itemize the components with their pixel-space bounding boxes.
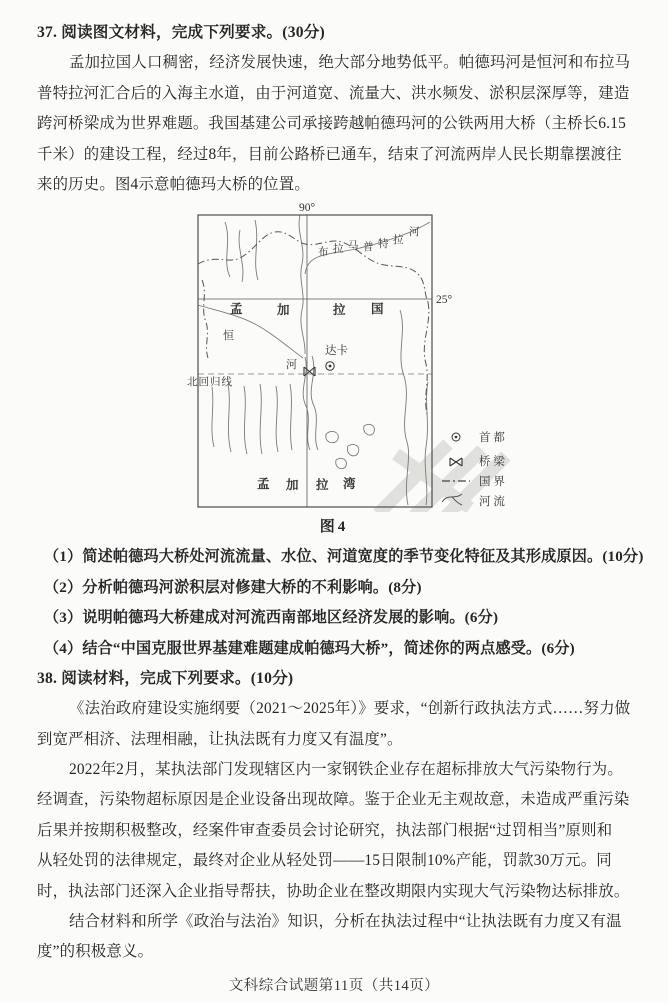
q37-sub-question-1: （1）简述帕德玛大桥处河流流量、水位、河道宽度的季节变化特征及其形成原因。(10分) — [44, 549, 644, 566]
country-label-char: 国 — [371, 302, 384, 317]
bridge-icon — [450, 458, 462, 466]
river-east-coast — [425, 382, 428, 505]
figure-4-map — [0, 200, 668, 512]
bay-label-char: 湾 — [343, 477, 356, 492]
q37-material-line-4: 千米）的建设工程，经过8年，目前公路桥已通车，结束了河流两岸人民长期靠摆渡往 — [37, 145, 622, 163]
top-river-label-char: 布 — [318, 247, 329, 259]
river-meghna — [400, 310, 409, 505]
legend-label-river: 河 流 — [479, 496, 505, 509]
river-jamuna — [299, 215, 305, 354]
q38-case-line-4: 从轻处罚的法律规定，最终对企业从轻处罚——15日限制10%产能，罚款30万元。同 — [37, 852, 612, 870]
dhaka-label: 达卡 — [325, 345, 348, 358]
delta-islands — [326, 425, 375, 469]
ganges-label-char: 恒 — [223, 330, 234, 343]
bangladesh-map — [0, 200, 668, 512]
top-river-label-char: 特 — [378, 239, 389, 251]
meridian-90-label: 90° — [298, 202, 316, 215]
river-network — [198, 215, 430, 505]
page-footer: 文科综合试题第11页（共14页） — [228, 977, 440, 994]
top-river-label-char: 拉 — [333, 244, 344, 256]
top-river-label-char: 河 — [409, 227, 420, 239]
ganges-label-char: 河 — [286, 359, 297, 372]
top-river-label-char: 马 — [348, 241, 359, 253]
bay-label-char: 拉 — [316, 478, 329, 493]
legend-label-capital: 首 都 — [479, 432, 505, 445]
q38-header: 38. 阅读材料，完成下列要求。(10分) — [37, 669, 294, 687]
legend-row-capital — [452, 430, 505, 444]
legend-label-border: 国 界 — [479, 476, 505, 489]
country-label-char: 加 — [277, 303, 290, 318]
top-river-label-char: 拉 — [393, 235, 404, 247]
figure-4-caption: 图4 — [319, 519, 349, 536]
page-content — [0, 18, 668, 995]
q38-case-line-1: 2022年2月，某执法部门发现辖区内一家钢铁企业存在超标排放大气污染物行为。 — [69, 761, 623, 779]
tropic-of-cancer-label: 北回归线 — [187, 377, 233, 389]
delta-distributaries — [212, 384, 292, 454]
brahmaputra-label — [318, 226, 420, 258]
q37-material-line-3: 跨河桥梁成为世界难题。我国基建公司承接跨越帕德玛河的公铁两用大桥（主桥长6.15 — [37, 115, 626, 133]
q38-case-line-3: 后果并按期积极整改，经案件审查委员会讨论研究，执法部门根据“过罚相当”原则和 — [37, 821, 613, 839]
parallel-25-label: 25° — [436, 294, 453, 307]
q38-task-line-2: 度”的积极意义。 — [37, 943, 154, 961]
q37-sub-question-3: （3）说明帕德玛大桥建成对河流西南部地区经济发展的影响。(6分) — [44, 610, 499, 627]
top-river-label-char: 普 — [363, 242, 374, 254]
q37-material-line-1: 孟加拉国人口稠密，经济发展快速，绝大部分地势低平。帕德玛河是恒河和布拉马 — [69, 54, 631, 72]
upstream-tributaries — [225, 220, 258, 282]
bay-of-bengal-label — [257, 476, 356, 492]
q38-case-line-5: 时，执法部门还深入企业指导帮扶，协助企业在整改期限内实现大气污染物达标排放。 — [37, 882, 630, 900]
country-label-char: 拉 — [333, 303, 346, 318]
q38-material-line-1: 《法治政府建设实施纲要（2021～2025年）》要求，“创新行政执法方式……努力做 — [69, 700, 631, 718]
country-label-char: 孟 — [230, 302, 243, 317]
capital-icon — [326, 362, 334, 370]
q37-material-line-2: 普特拉河汇合后的入海主水道，由于河道宽、流量大、洪水频发、淤积层深厚等，建造 — [37, 84, 630, 102]
bay-label-char: 孟 — [257, 477, 270, 492]
q37-sub-question-2: （2）分析帕德玛河淤积层对修建大桥的不利影响。(8分) — [44, 579, 422, 596]
legend-label-bridge: 桥 梁 — [479, 456, 505, 469]
q37-header: 37. 阅读图文材料，完成下列要求。(30分) — [37, 24, 325, 41]
q38-material-line-2: 到宽严相济、法理相融，让执法既有力度又有温度”。 — [37, 730, 403, 748]
q37-sub-question-4: （4）结合“中国克服世界基建难题建成帕德玛大桥”，简述你的两点感受。(6分) — [44, 640, 575, 657]
bay-label-char: 加 — [286, 478, 299, 493]
q37-material-line-5: 来的历史。图4示意帕德玛大桥的位置。 — [37, 175, 310, 193]
q38-case-line-2: 经调查，污染物超标原因是企业设备出现故障。鉴于企业无主观故意，未造成严重污染 — [37, 791, 630, 809]
capital-icon — [452, 433, 460, 441]
q38-task-line-1: 结合材料和所学《政治与法治》知识，分析在执法过程中“让执法既有力度又有温 — [69, 913, 622, 931]
